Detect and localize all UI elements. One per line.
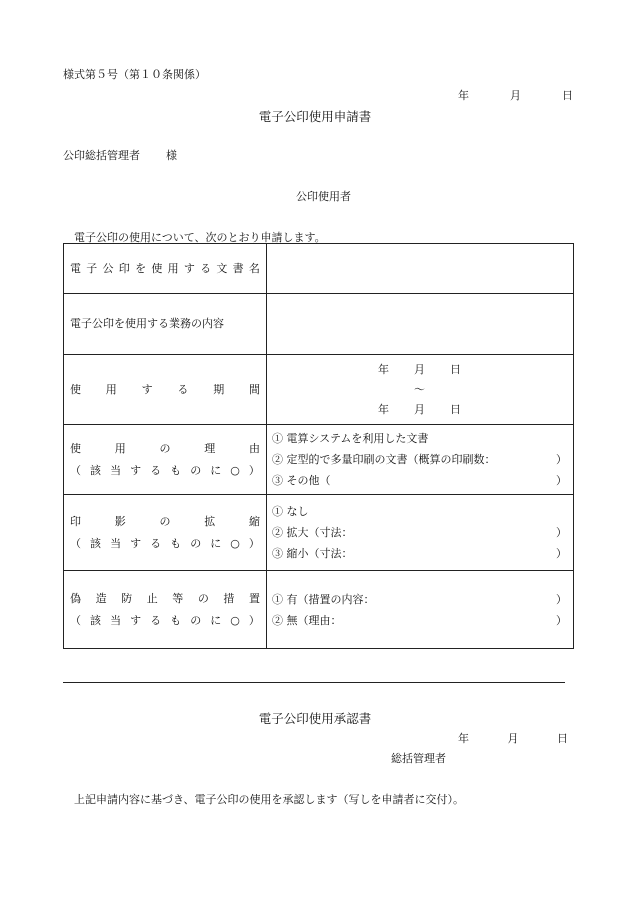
row-label: 印 影 の 拡 縮 bbox=[70, 514, 260, 528]
row-sublabel: （ 該 当 す る も の に ○ ） bbox=[70, 613, 260, 627]
table-row bbox=[64, 294, 574, 355]
day-label: 日 bbox=[562, 89, 573, 102]
option-item[interactable] bbox=[272, 428, 567, 449]
period-end bbox=[272, 400, 567, 420]
close-paren: ） bbox=[556, 547, 567, 560]
close-paren: ） bbox=[556, 526, 567, 539]
application-date bbox=[458, 87, 573, 103]
addressee bbox=[63, 147, 177, 163]
administrator-label: 総括管理者 bbox=[391, 752, 446, 765]
day-label: 日 bbox=[450, 362, 461, 376]
day-label: 日 bbox=[557, 732, 568, 745]
month-label: 月 bbox=[510, 89, 521, 102]
table-row bbox=[64, 425, 574, 495]
table-row bbox=[64, 244, 574, 294]
option-text: ③ 縮小（寸法： bbox=[272, 547, 353, 560]
honorific: 様 bbox=[166, 149, 177, 162]
option-text: ① 電算システムを利用した文書 bbox=[272, 432, 429, 445]
option-item[interactable] bbox=[272, 543, 567, 564]
row-label: 使 用 の 理 由 bbox=[70, 441, 260, 455]
application-table bbox=[63, 243, 574, 649]
period-separator: ～ bbox=[414, 382, 425, 396]
label-cell bbox=[64, 571, 267, 649]
year-label: 年 bbox=[378, 402, 389, 416]
approval-date bbox=[458, 730, 568, 746]
intro-text: 電子公印の使用について、次のとおり申請します。 bbox=[74, 231, 326, 244]
option-text: ① 有（措置の内容： bbox=[272, 592, 375, 606]
close-paren: ） bbox=[556, 592, 567, 606]
option-item[interactable] bbox=[272, 589, 567, 610]
option-item[interactable] bbox=[272, 501, 567, 522]
option-item[interactable] bbox=[272, 522, 567, 543]
option-item[interactable] bbox=[272, 470, 567, 491]
scale-options bbox=[267, 495, 574, 571]
approval-title: 電子公印使用承認書 bbox=[258, 711, 372, 726]
month-label: 月 bbox=[414, 402, 425, 416]
approval-statement: 上記申請内容に基づき、電子公印の使用を承認します（写しを申請者に交付）。 bbox=[74, 793, 465, 806]
label-cell bbox=[64, 294, 267, 355]
option-text: ② 定型的で多量印刷の文書（概算の印刷数： bbox=[272, 453, 496, 466]
option-text: ② 無（理由： bbox=[272, 613, 342, 627]
day-label: 日 bbox=[450, 402, 461, 416]
year-label: 年 bbox=[458, 732, 469, 745]
year-label: 年 bbox=[458, 89, 469, 102]
row-sublabel: （ 該 当 す る も の に ○ ） bbox=[70, 463, 260, 477]
business-content-field[interactable] bbox=[267, 294, 574, 355]
period-field[interactable] bbox=[267, 355, 574, 425]
anti-forgery-options bbox=[267, 571, 574, 649]
table-row bbox=[64, 495, 574, 571]
close-paren: ） bbox=[556, 474, 567, 487]
close-paren: ） bbox=[556, 453, 567, 466]
option-text: ③ その他（ bbox=[272, 474, 331, 487]
label-cell bbox=[64, 355, 267, 425]
option-item[interactable] bbox=[272, 449, 567, 470]
table-row bbox=[64, 571, 574, 649]
period-start bbox=[272, 360, 567, 380]
option-text: ① なし bbox=[272, 505, 309, 518]
applicant-label: 公印使用者 bbox=[296, 190, 351, 203]
option-item[interactable] bbox=[272, 610, 567, 631]
label-cell bbox=[64, 244, 267, 294]
reason-options bbox=[267, 425, 574, 495]
close-paren: ） bbox=[556, 613, 567, 627]
row-label: 使 用 す る 期 間 bbox=[70, 382, 260, 396]
row-label: 電子公印を使用する業務の内容 bbox=[70, 317, 224, 330]
document-name-field[interactable] bbox=[267, 244, 574, 294]
section-divider bbox=[63, 682, 565, 683]
month-label: 月 bbox=[414, 362, 425, 376]
form-number: 様式第５号（第１０条関係） bbox=[63, 68, 206, 81]
label-cell bbox=[64, 425, 267, 495]
addressee-name: 公印総括管理者 bbox=[63, 149, 140, 162]
month-label: 月 bbox=[507, 732, 519, 745]
option-text: ② 拡大（寸法： bbox=[272, 526, 353, 539]
table-row bbox=[64, 355, 574, 425]
row-label: 偽 造 防 止 等 の 措 置 bbox=[70, 591, 260, 605]
year-label: 年 bbox=[378, 362, 389, 376]
row-sublabel: （ 該 当 す る も の に ○ ） bbox=[70, 536, 260, 550]
row-label: 電 子 公 印 を 使 用 す る 文 書 名 bbox=[70, 261, 260, 275]
label-cell bbox=[64, 495, 267, 571]
document-title: 電子公印使用申請書 bbox=[258, 109, 372, 124]
